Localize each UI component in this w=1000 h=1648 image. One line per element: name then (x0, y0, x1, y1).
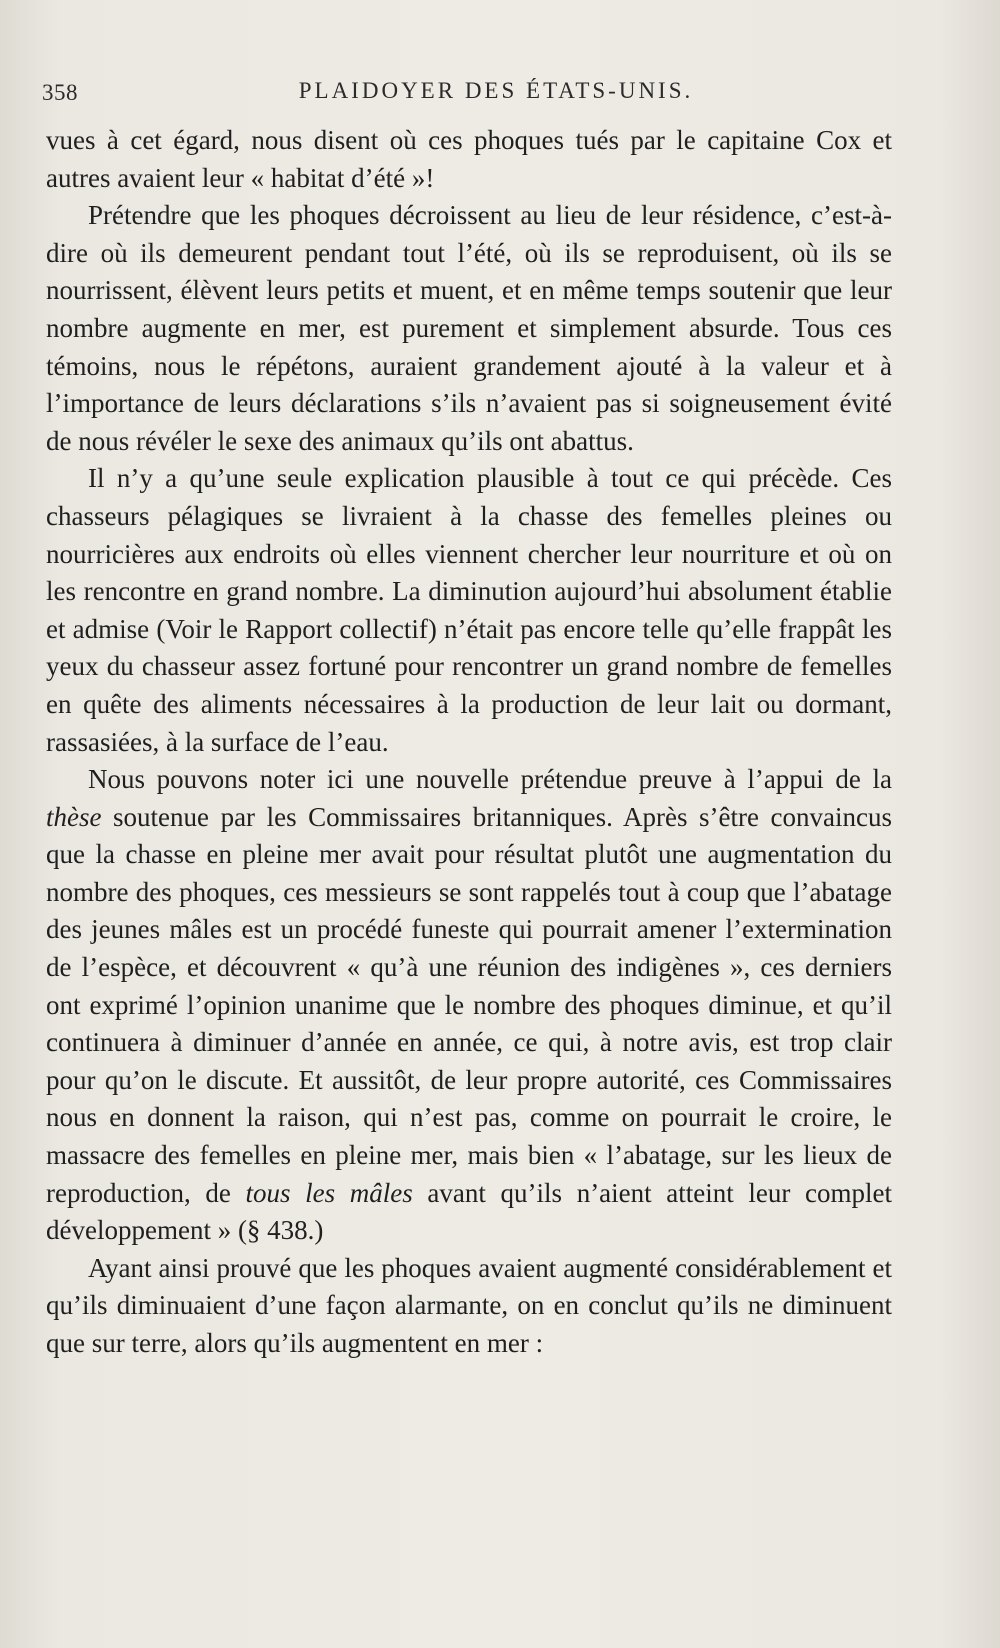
paragraph-4-part-3: avant qu’ils n’aient atteint leur complet développement » (§ 438.) (46, 1177, 893, 1246)
paragraph-4 (46, 761, 892, 1250)
page-header (42, 76, 910, 108)
running-title: PLAIDOYER DES ÉTATS-UNIS. (298, 78, 694, 103)
paragraph-4-part-2: soutenue par les Commissaires britanniques. Après s’être convaincus que la chasse en pleine mer avait pour résultat plutôt une augmentation du nombre des phoques, ces messieurs se sont rappelés tout à coup que l’abatage des jeunes mâles est un procédé funeste qui pourrait amener l’extermination de l’espèce, et découvrent « qu’à une réunion des indigènes », ces derniers ont exprimé l’opinion unanime que le nombre des phoques diminue, et qu’il continuera à diminuer d’année en année, ce qui, à notre avis, est trop clair pour qu’on le discute. Et aussitôt, de leur propre autorité, ces Commissaires nous en donnent la raison, qui n’est pas, comme on pourrait le croire, le massacre des femelles en pleine mer, mais bien « l’abatage, sur les lieux de reproduction, de (46, 801, 892, 1208)
paragraph-4-part-1: Nous pouvons noter ici une nouvelle prétendue preuve à l’appui de la (88, 764, 892, 795)
paragraph-4-emphasis-1: thèse (46, 801, 102, 832)
paragraph-3: Il n’y a qu’une seule explication plausible à tout ce qui précède. Ces chasseurs pélagiques se livraient à la chasse des femelles pleines ou nourricières aux endroits où elles viennent chercher leur nourriture et où on les rencontre en grand nombre. La diminution aujourd’hui absolument établie et admise (Voir le Rapport collectif) n’était pas encore telle qu’elle frappât les yeux du chasseur assez fortuné pour rencontrer un grand nombre de femelles en quête des aliments nécessaires à la production de leur lait ou dormant, rassasiées, à la surface de l’eau. (46, 463, 892, 757)
body-text (46, 122, 892, 1363)
paragraph-2: Prétendre que les phoques décroissent au lieu de leur résidence, c’est-à-dire où ils demeurent pendant tout l’été, où ils se reproduisent, où ils se nourrissent, élèvent leurs petits et muent, et en même temps soutenir que leur nombre augmente en mer, est purement et simplement absurde. Tous ces témoins, nous le répétons, auraient grandement ajouté à la valeur et à l’importance de leurs déclarations s’ils n’avaient pas si soigneusement évité de nous révéler le sexe des animaux qu’ils ont abattus. (46, 200, 892, 456)
page-number: 358 (42, 80, 78, 105)
paragraph-1: vues à cet égard, nous disent où ces phoques tués par le capitaine Cox et autres avaient leur « habitat d’été »! (46, 125, 892, 193)
paragraph-5: Ayant ainsi prouvé que les phoques avaient augmenté considérablement et qu’ils diminuaient d’une façon alarmante, on en conclut qu’ils ne diminuent que sur terre, alors qu’ils augmentent en mer : (46, 1252, 892, 1358)
paragraph-4-emphasis-2: tous les mâles (245, 1177, 413, 1208)
